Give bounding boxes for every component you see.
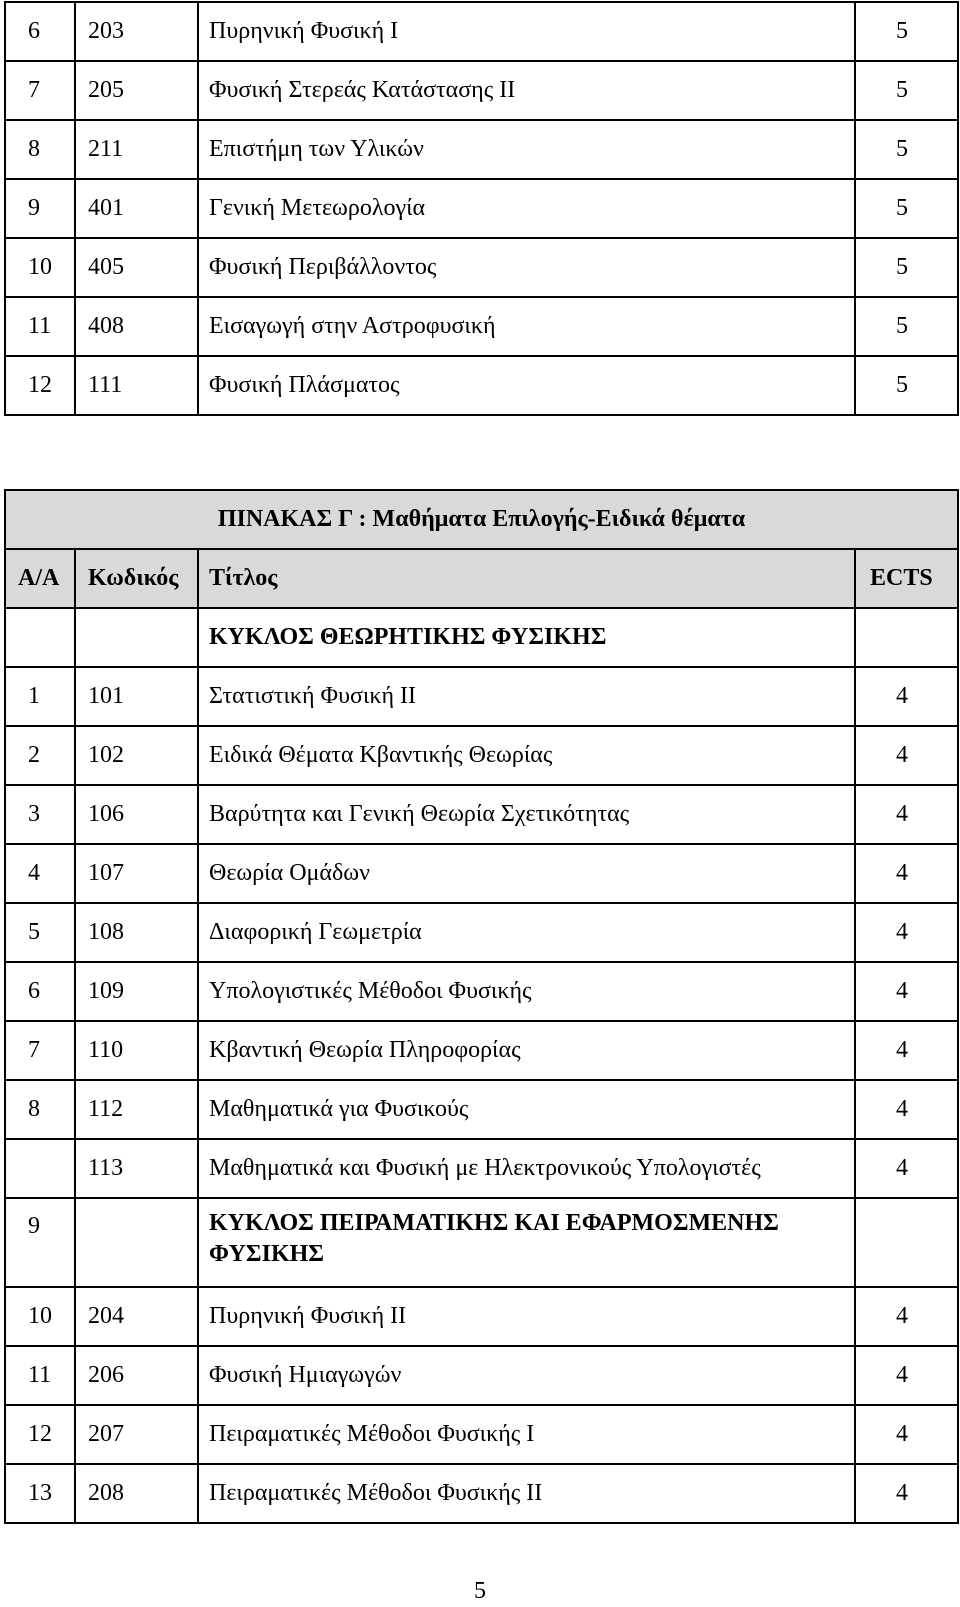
course-ects: 5 xyxy=(855,61,958,120)
course-ects: 5 xyxy=(855,297,958,356)
course-ects: 5 xyxy=(855,2,958,61)
table-caption-row xyxy=(5,490,958,549)
row-number: 7 xyxy=(5,61,75,120)
empty-cell xyxy=(75,1198,198,1287)
row-number: 13 xyxy=(5,1464,75,1523)
course-code: 207 xyxy=(75,1405,198,1464)
course-code: 211 xyxy=(75,120,198,179)
table-row xyxy=(5,1405,958,1464)
course-ects: 4 xyxy=(855,1287,958,1346)
course-title: Μαθηματικά και Φυσική με Ηλεκτρονικούς Υπολογιστές xyxy=(198,1139,855,1198)
course-ects: 4 xyxy=(855,785,958,844)
section-row xyxy=(5,1198,958,1287)
table-row xyxy=(5,61,958,120)
course-code: 206 xyxy=(75,1346,198,1405)
course-code: 408 xyxy=(75,297,198,356)
row-number: 5 xyxy=(5,903,75,962)
table-row xyxy=(5,297,958,356)
section-row xyxy=(5,608,958,667)
course-title: Φυσική Πλάσματος xyxy=(198,356,855,415)
course-ects: 4 xyxy=(855,1139,958,1198)
table-row xyxy=(5,1346,958,1405)
table-row xyxy=(5,1080,958,1139)
course-ects: 5 xyxy=(855,179,958,238)
course-ects: 4 xyxy=(855,1021,958,1080)
row-number: 1 xyxy=(5,667,75,726)
course-code: 203 xyxy=(75,2,198,61)
course-ects: 4 xyxy=(855,667,958,726)
course-code: 107 xyxy=(75,844,198,903)
course-ects: 4 xyxy=(855,1464,958,1523)
table-row xyxy=(5,844,958,903)
header-title: Τίτλος xyxy=(198,549,855,608)
course-title: Γενική Μετεωρολογία xyxy=(198,179,855,238)
row-number: 6 xyxy=(5,2,75,61)
course-code: 208 xyxy=(75,1464,198,1523)
row-number: 7 xyxy=(5,1021,75,1080)
course-title: Φυσική Στερεάς Κατάστασης ΙΙ xyxy=(198,61,855,120)
row-number: 8 xyxy=(5,1080,75,1139)
course-code: 205 xyxy=(75,61,198,120)
course-title: Φυσική Περιβάλλοντος xyxy=(198,238,855,297)
course-code: 110 xyxy=(75,1021,198,1080)
course-ects: 5 xyxy=(855,238,958,297)
table-header-row xyxy=(5,549,958,608)
row-number: 6 xyxy=(5,962,75,1021)
table-row xyxy=(5,120,958,179)
course-code: 106 xyxy=(75,785,198,844)
course-title: Υπολογιστικές Μέθοδοι Φυσικής xyxy=(198,962,855,1021)
table-row xyxy=(5,962,958,1021)
header-code: Κωδικός xyxy=(75,549,198,608)
course-ects: 5 xyxy=(855,120,958,179)
course-code: 113 xyxy=(75,1139,198,1198)
course-code: 405 xyxy=(75,238,198,297)
row-number: 9 xyxy=(5,1198,75,1287)
course-title: Μαθηματικά για Φυσικούς xyxy=(198,1080,855,1139)
table-row xyxy=(5,726,958,785)
course-ects: 4 xyxy=(855,1080,958,1139)
course-code: 109 xyxy=(75,962,198,1021)
course-title: Πυρηνική Φυσική ΙΙ xyxy=(198,1287,855,1346)
course-title: Πειραματικές Μέθοδοι Φυσικής ΙΙ xyxy=(198,1464,855,1523)
course-title: Επιστήμη των Υλικών xyxy=(198,120,855,179)
course-title: Στατιστική Φυσική ΙΙ xyxy=(198,667,855,726)
course-title: Φυσική Ημιαγωγών xyxy=(198,1346,855,1405)
row-number xyxy=(5,1139,75,1198)
row-number: 11 xyxy=(5,297,75,356)
courses-table-continued xyxy=(4,1,959,416)
row-number: 9 xyxy=(5,179,75,238)
section-title-experimental: ΚΥΚΛΟΣ ΠΕΙΡΑΜΑΤΙΚΗΣ ΚΑΙ ΕΦΑΡΜΟΣΜΕΝΗΣ ΦΥΣΙΚΗΣ xyxy=(198,1198,855,1287)
course-code: 102 xyxy=(75,726,198,785)
table-caption: ΠΙΝΑΚΑΣ Γ : Μαθήματα Επιλογής-Ειδικά θέματα xyxy=(5,490,958,549)
course-ects: 4 xyxy=(855,1346,958,1405)
page-number: 5 xyxy=(474,1578,486,1604)
course-title: Ειδικά Θέματα Κβαντικής Θεωρίας xyxy=(198,726,855,785)
row-number: 2 xyxy=(5,726,75,785)
row-number: 10 xyxy=(5,238,75,297)
table-row xyxy=(5,238,958,297)
table-row xyxy=(5,903,958,962)
row-number: 4 xyxy=(5,844,75,903)
course-ects: 4 xyxy=(855,726,958,785)
empty-cell xyxy=(855,608,958,667)
course-title: Βαρύτητα και Γενική Θεωρία Σχετικότητας xyxy=(198,785,855,844)
elective-courses-table xyxy=(4,489,959,1524)
course-code: 401 xyxy=(75,179,198,238)
course-ects: 4 xyxy=(855,1405,958,1464)
course-ects: 4 xyxy=(855,844,958,903)
row-number: 10 xyxy=(5,1287,75,1346)
table-row xyxy=(5,1287,958,1346)
table-row xyxy=(5,1021,958,1080)
table-row xyxy=(5,356,958,415)
table-row xyxy=(5,2,958,61)
course-title: Πειραματικές Μέθοδοι Φυσικής Ι xyxy=(198,1405,855,1464)
table-row xyxy=(5,785,958,844)
course-title: Διαφορική Γεωμετρία xyxy=(198,903,855,962)
row-number: 12 xyxy=(5,356,75,415)
row-number: 8 xyxy=(5,120,75,179)
course-title: Πυρηνική Φυσική Ι xyxy=(198,2,855,61)
header-ects: ECTS xyxy=(855,549,958,608)
course-code: 204 xyxy=(75,1287,198,1346)
row-number: 12 xyxy=(5,1405,75,1464)
table-row xyxy=(5,1139,958,1198)
course-code: 112 xyxy=(75,1080,198,1139)
course-title: Εισαγωγή στην Αστροφυσική xyxy=(198,297,855,356)
empty-cell xyxy=(75,608,198,667)
course-code: 101 xyxy=(75,667,198,726)
section-title-theoretical: ΚΥΚΛΟΣ ΘΕΩΡΗΤΙΚΗΣ ΦΥΣΙΚΗΣ xyxy=(198,608,855,667)
empty-cell xyxy=(5,608,75,667)
course-title: Θεωρία Ομάδων xyxy=(198,844,855,903)
course-ects: 4 xyxy=(855,962,958,1021)
row-number: 11 xyxy=(5,1346,75,1405)
course-title: Κβαντική Θεωρία Πληροφορίας xyxy=(198,1021,855,1080)
course-code: 111 xyxy=(75,356,198,415)
header-number: Α/Α xyxy=(5,549,75,608)
table-row xyxy=(5,667,958,726)
empty-cell xyxy=(855,1198,958,1287)
course-ects: 5 xyxy=(855,356,958,415)
table-row xyxy=(5,1464,958,1523)
row-number: 3 xyxy=(5,785,75,844)
course-ects: 4 xyxy=(855,903,958,962)
table-row xyxy=(5,179,958,238)
course-code: 108 xyxy=(75,903,198,962)
